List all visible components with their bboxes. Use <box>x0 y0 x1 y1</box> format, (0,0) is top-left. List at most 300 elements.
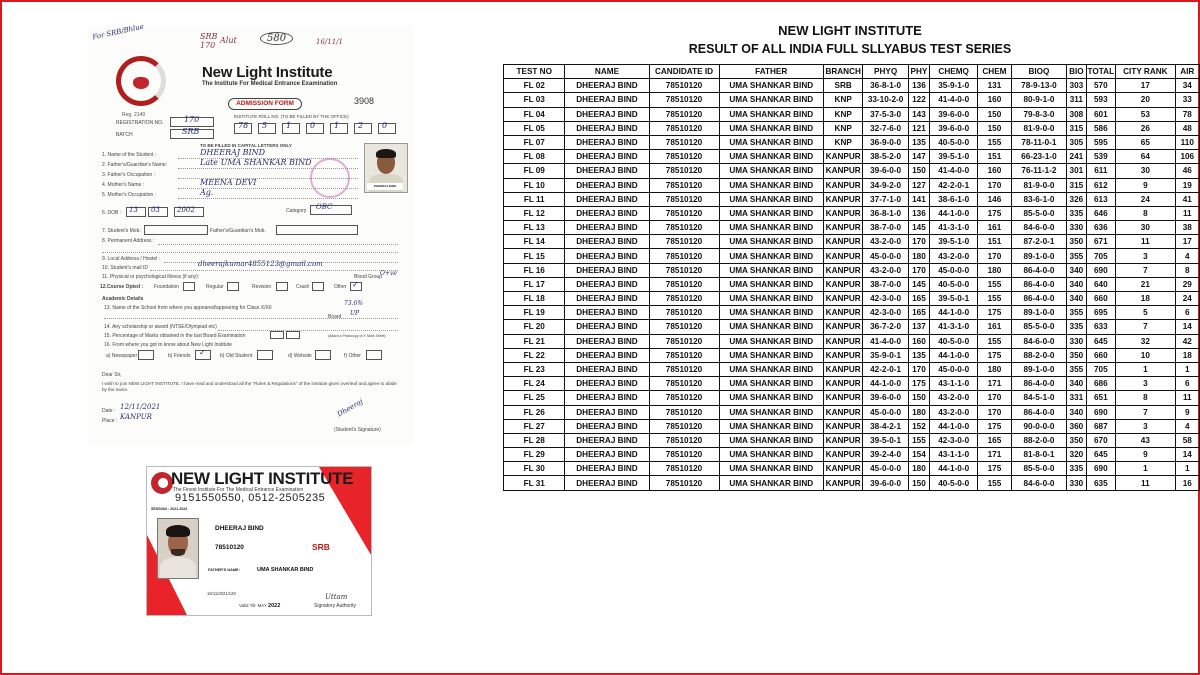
table-cell: 355 <box>1067 249 1086 263</box>
table-cell: 171 <box>978 448 1011 462</box>
table-cell: 44-1-0-0 <box>863 377 908 391</box>
column-header: BIOQ <box>1011 65 1067 79</box>
source-checkbox[interactable] <box>366 350 382 360</box>
handwritten-date: 16/11/1 <box>316 38 343 46</box>
table-cell: 44-1-0-0 <box>930 306 978 320</box>
table-cell: 45-0-0-0 <box>863 405 908 419</box>
table-cell: KANPUR <box>823 206 862 220</box>
table-cell: 335 <box>1067 320 1086 334</box>
marks-field-dec[interactable] <box>286 331 300 339</box>
table-cell: FL 12 <box>504 206 565 220</box>
table-cell: 41-4-0-0 <box>930 93 978 107</box>
table-row <box>504 377 1200 391</box>
table-cell: 1 <box>1175 362 1199 376</box>
mail-value: dheerajkumar4855123@gmail.com <box>198 260 323 268</box>
table-cell: KNP <box>823 93 862 107</box>
column-header: PHY <box>908 65 929 79</box>
field-value[interactable]: MEENA DEVI <box>200 178 257 187</box>
course-checkbox[interactable] <box>312 282 324 291</box>
table-cell: FL 18 <box>504 292 565 306</box>
column-header: CANDIDATE ID <box>649 65 719 79</box>
course-option-label: Regular <box>206 284 224 290</box>
table-cell: 86-4-0-0 <box>1011 292 1067 306</box>
table-cell: FL 20 <box>504 320 565 334</box>
table-cell: 85-5-0-0 <box>1011 320 1067 334</box>
table-cell: 340 <box>1067 377 1086 391</box>
table-cell: 670 <box>1086 433 1116 447</box>
table-cell: DHEERAJ BIND <box>565 320 649 334</box>
table-cell: 3 <box>1116 249 1175 263</box>
table-cell: 78510120 <box>649 79 719 93</box>
table-cell: DHEERAJ BIND <box>565 135 649 149</box>
table-cell: 131 <box>978 79 1011 93</box>
table-cell: 175 <box>978 462 1011 476</box>
table-row <box>504 419 1200 433</box>
table-cell: 601 <box>1086 107 1116 121</box>
table-cell: 43-2-0-0 <box>930 391 978 405</box>
table-cell: 315 <box>1067 121 1086 135</box>
table-cell: 136 <box>908 206 929 220</box>
capital-note: TO BE FILLED IN CAPITAL LETTERS ONLY <box>200 143 292 148</box>
table-cell: UMA SHANKAR BIND <box>719 405 823 419</box>
table-cell: 645 <box>1086 334 1116 348</box>
table-cell: FL 23 <box>504 362 565 376</box>
table-cell: 39-5-1-0 <box>930 235 978 249</box>
table-cell: DHEERAJ BIND <box>565 235 649 249</box>
table-cell: 53 <box>1116 107 1175 121</box>
permanent-address-label: 8. Permanent Address : <box>102 238 155 244</box>
marks-field-int[interactable] <box>270 331 284 339</box>
blood-group-label: Blood Group <box>354 274 383 280</box>
table-cell: 40-5-0-0 <box>930 135 978 149</box>
table-cell: KANPUR <box>823 192 862 206</box>
table-cell: 39-2-4-0 <box>863 448 908 462</box>
table-cell: 84-5-1-0 <box>1011 391 1067 405</box>
table-cell: 308 <box>1067 107 1086 121</box>
table-cell: 640 <box>1086 277 1116 291</box>
column-header: BRANCH <box>823 65 862 79</box>
table-cell: 33 <box>1175 93 1199 107</box>
table-cell: 10 <box>1116 348 1175 362</box>
table-cell: 586 <box>1086 121 1116 135</box>
table-cell: DHEERAJ BIND <box>565 164 649 178</box>
source-option-label: f) Other <box>344 353 361 359</box>
table-row <box>504 292 1200 306</box>
card-institute-name: NEW LIGHT INSTITUTE <box>171 469 354 488</box>
handwritten-circled: 580 <box>260 32 293 45</box>
card-branch: SRB <box>312 542 330 552</box>
table-cell: 21 <box>1116 277 1175 291</box>
table-cell: 613 <box>1086 192 1116 206</box>
table-cell: DHEERAJ BIND <box>565 334 649 348</box>
table-cell: KANPUR <box>823 164 862 178</box>
column-header: TOTAL <box>1086 65 1116 79</box>
local-address-label: 9. Local Address / Hostel : <box>102 256 161 262</box>
table-cell: DHEERAJ BIND <box>565 221 649 235</box>
photo-caption: DHEERAJ BIND <box>367 183 403 190</box>
table-cell: DHEERAJ BIND <box>565 107 649 121</box>
table-cell: UMA SHANKAR BIND <box>719 433 823 447</box>
table-cell: UMA SHANKAR BIND <box>719 292 823 306</box>
table-cell: 151 <box>978 235 1011 249</box>
table-cell: 170 <box>978 249 1011 263</box>
table-cell: 45-0-0-0 <box>863 249 908 263</box>
table-cell: 7 <box>1116 320 1175 334</box>
table-cell: 695 <box>1086 306 1116 320</box>
table-cell: 705 <box>1086 362 1116 376</box>
column-header: CHEMQ <box>930 65 978 79</box>
table-cell: 17 <box>1175 235 1199 249</box>
table-cell: 48 <box>1175 121 1199 135</box>
table-cell: 175 <box>978 419 1011 433</box>
table-cell: 44-1-0-0 <box>930 206 978 220</box>
table-cell: DHEERAJ BIND <box>565 448 649 462</box>
table-row <box>504 462 1200 476</box>
table-row <box>504 178 1200 192</box>
field-label: 1. Name of the Student : <box>102 152 157 158</box>
table-cell: KANPUR <box>823 334 862 348</box>
table-cell: FL 14 <box>504 235 565 249</box>
table-cell: 40-5-0-0 <box>930 476 978 490</box>
declaration: I wish to join NEW LIGHT INSTITUTE, I have read and understood all the "Rules & Regulations" of the institute given overleaf and agree to abide by the same. <box>102 381 397 392</box>
card-candidate-id: 78510120 <box>215 544 244 551</box>
results-table <box>503 64 1200 491</box>
course-checkbox[interactable] <box>227 282 239 291</box>
table-cell: 78510120 <box>649 320 719 334</box>
table-cell: 645 <box>1086 448 1116 462</box>
table-cell: 11 <box>1175 391 1199 405</box>
column-header: PHYQ <box>863 65 908 79</box>
handwritten-alert: Alut <box>220 36 237 45</box>
table-cell: FL 07 <box>504 135 565 149</box>
table-cell: 65 <box>1116 135 1175 149</box>
table-cell: SRB <box>823 79 862 93</box>
table-cell: 44-1-0-0 <box>930 419 978 433</box>
table-cell: 110 <box>1175 135 1199 149</box>
table-row <box>504 93 1200 107</box>
table-cell: 32-7-6-0 <box>863 121 908 135</box>
table-cell: 170 <box>978 391 1011 405</box>
table-cell: 9 <box>1116 448 1175 462</box>
table-cell: KANPUR <box>823 235 862 249</box>
table-row <box>504 277 1200 291</box>
table-cell: FL 11 <box>504 192 565 206</box>
table-cell: 35-9-0-1 <box>863 348 908 362</box>
dob-value: 2002 <box>177 206 195 214</box>
source-checkbox[interactable]: ✓ <box>195 350 211 360</box>
table-cell: KANPUR <box>823 320 862 334</box>
table-cell: 39-5-1-0 <box>930 150 978 164</box>
student-mob-label: 7. Student's Mob. <box>102 228 141 234</box>
table-cell: 89-1-0-0 <box>1011 306 1067 320</box>
table-cell: 80-9-1-0 <box>1011 93 1067 107</box>
table-cell: KANPUR <box>823 221 862 235</box>
course-checkbox[interactable]: ✓ <box>350 282 362 291</box>
institute-tagline: The Institute For Medical Entrance Examination <box>202 81 338 87</box>
table-cell: 39-6-0-0 <box>863 164 908 178</box>
category-value: OBC <box>316 203 333 211</box>
table-cell: 78510120 <box>649 178 719 192</box>
table-cell: 39-5-0-1 <box>863 433 908 447</box>
table-cell: 671 <box>1086 235 1116 249</box>
table-cell: DHEERAJ BIND <box>565 79 649 93</box>
column-header: TEST NO <box>504 65 565 79</box>
table-cell: 330 <box>1067 334 1086 348</box>
table-cell: 106 <box>1175 150 1199 164</box>
table-cell: FL 04 <box>504 107 565 121</box>
table-cell: FL 27 <box>504 419 565 433</box>
table-cell: 651 <box>1086 391 1116 405</box>
board-value: UP <box>350 310 360 317</box>
table-cell: 35-9-1-0 <box>930 79 978 93</box>
table-cell: 78-9-13-0 <box>1011 79 1067 93</box>
table-cell: 78510120 <box>649 150 719 164</box>
table-cell: 78510120 <box>649 334 719 348</box>
table-cell: 350 <box>1067 348 1086 362</box>
handwritten-note: For SRB/Bhlue <box>91 22 145 42</box>
table-cell: FL 08 <box>504 150 565 164</box>
table-cell: DHEERAJ BIND <box>565 150 649 164</box>
table-cell: 170 <box>978 178 1011 192</box>
table-cell: KNP <box>823 135 862 149</box>
table-cell: 170 <box>908 263 929 277</box>
table-cell: 78510120 <box>649 476 719 490</box>
table-cell: 646 <box>1086 206 1116 220</box>
table-cell: 36-7-2-0 <box>863 320 908 334</box>
table-cell: UMA SHANKAR BIND <box>719 334 823 348</box>
table-cell: 147 <box>908 150 929 164</box>
table-cell: 78 <box>1175 107 1199 121</box>
table-cell: 29 <box>1175 277 1199 291</box>
table-cell: 39-6-0-0 <box>930 121 978 135</box>
place-label: Place : <box>102 418 118 424</box>
table-cell: 170 <box>908 362 929 376</box>
course-checkbox[interactable] <box>183 282 195 291</box>
table-cell: 175 <box>978 306 1011 320</box>
table-cell: 539 <box>1086 150 1116 164</box>
table-cell: 11 <box>1175 206 1199 220</box>
table-cell: KANPUR <box>823 348 862 362</box>
table-cell: 161 <box>978 320 1011 334</box>
table-cell: 44-1-0-0 <box>930 462 978 476</box>
table-cell: DHEERAJ BIND <box>565 306 649 320</box>
table-cell: UMA SHANKAR BIND <box>719 263 823 277</box>
course-label: 12.Course Opted : <box>100 284 144 290</box>
column-header: BIO <box>1067 65 1086 79</box>
table-cell: 160 <box>908 334 929 348</box>
table-cell: 687 <box>1086 419 1116 433</box>
admission-form-badge: ADMISSION FORM <box>228 98 302 110</box>
table-cell: KNP <box>823 107 862 121</box>
table-cell: 360 <box>1067 419 1086 433</box>
table-cell: 635 <box>1086 476 1116 490</box>
table-cell: KANPUR <box>823 462 862 476</box>
course-option-label: Other <box>334 284 347 290</box>
table-cell: 1 <box>1116 462 1175 476</box>
table-cell: DHEERAJ BIND <box>565 433 649 447</box>
card-signatory: Signatory Authority <box>314 603 356 609</box>
field-value[interactable]: DHEERAJ BIND <box>200 148 266 157</box>
table-cell: 14 <box>1175 320 1199 334</box>
table-cell: 335 <box>1067 206 1086 220</box>
table-cell: 8 <box>1175 263 1199 277</box>
table-cell: 86-4-0-0 <box>1011 405 1067 419</box>
table-cell: UMA SHANKAR BIND <box>719 348 823 362</box>
table-cell: DHEERAJ BIND <box>565 263 649 277</box>
card-father-name: UMA SHANKAR BIND <box>257 567 314 573</box>
table-cell: 78510120 <box>649 249 719 263</box>
table-cell: 58 <box>1175 433 1199 447</box>
student-mob-field[interactable] <box>144 225 208 235</box>
table-cell: 18 <box>1116 292 1175 306</box>
marks-label: 15. Percentage of Marks obtained in the last Board Examination <box>104 333 246 339</box>
table-row <box>504 306 1200 320</box>
table-cell: 165 <box>908 306 929 320</box>
table-cell: 30 <box>1116 221 1175 235</box>
table-cell: DHEERAJ BIND <box>565 476 649 490</box>
field-value[interactable]: Late UMA SHANKAR BIND <box>200 158 312 167</box>
table-row <box>504 206 1200 220</box>
table-cell: 4 <box>1175 249 1199 263</box>
table-cell: 16 <box>1175 476 1199 490</box>
table-cell: 326 <box>1067 192 1086 206</box>
table-cell: 690 <box>1086 405 1116 419</box>
table-cell: 20 <box>1116 93 1175 107</box>
table-cell: DHEERAJ BIND <box>565 462 649 476</box>
table-cell: 78510120 <box>649 377 719 391</box>
table-cell: 38-7-0-0 <box>863 221 908 235</box>
table-cell: 78510120 <box>649 107 719 121</box>
table-row <box>504 348 1200 362</box>
column-header: CITY RANK <box>1116 65 1175 79</box>
institute-logo-icon <box>116 56 166 106</box>
table-cell: 340 <box>1067 405 1086 419</box>
table-cell: 43-1-1-0 <box>930 377 978 391</box>
dob-label: 6. DOB : <box>102 210 122 216</box>
table-cell: 3 <box>1116 419 1175 433</box>
table-cell: FL 26 <box>504 405 565 419</box>
table-cell: 690 <box>1086 462 1116 476</box>
table-cell: UMA SHANKAR BIND <box>719 135 823 149</box>
table-cell: 633 <box>1086 320 1116 334</box>
table-cell: 150 <box>908 391 929 405</box>
card-phones: 9151550550, 0512-2505235 <box>175 492 326 504</box>
table-cell: 36-8-1-0 <box>863 206 908 220</box>
table-cell: 155 <box>978 476 1011 490</box>
source-checkbox[interactable] <box>138 350 154 360</box>
table-cell: 30 <box>1116 164 1175 178</box>
card-issue-ref: 16/11/2021/120 <box>207 591 236 596</box>
source-checkbox[interactable] <box>257 350 273 360</box>
table-cell: 37-7-1-0 <box>863 192 908 206</box>
table-cell: 241 <box>1067 150 1086 164</box>
table-cell: 43-2-0-0 <box>863 263 908 277</box>
student-photo <box>364 143 408 193</box>
table-cell: UMA SHANKAR BIND <box>719 206 823 220</box>
table-cell: 78510120 <box>649 263 719 277</box>
table-cell: FL 19 <box>504 306 565 320</box>
category-label: Category <box>286 208 307 214</box>
table-cell: KANPUR <box>823 476 862 490</box>
card-father-label: FATHER'S NAME: <box>208 568 240 572</box>
table-row <box>504 448 1200 462</box>
table-cell: 84-6-0-0 <box>1011 334 1067 348</box>
table-cell: 17 <box>1116 79 1175 93</box>
table-row <box>504 405 1200 419</box>
table-cell: 45-0-0-0 <box>863 462 908 476</box>
table-cell: 87-2-0-1 <box>1011 235 1067 249</box>
table-cell: 26 <box>1116 121 1175 135</box>
table-cell: 9 <box>1116 178 1175 192</box>
table-cell: 84-6-0-0 <box>1011 221 1067 235</box>
table-row <box>504 79 1200 93</box>
table-cell: 636 <box>1086 221 1116 235</box>
table-cell: FL 02 <box>504 79 565 93</box>
table-cell: 38-4-2-1 <box>863 419 908 433</box>
field-value[interactable]: Ag. <box>200 188 214 197</box>
student-signature: Dheeraj <box>335 397 365 419</box>
table-cell: UMA SHANKAR BIND <box>719 377 823 391</box>
table-cell: 320 <box>1067 448 1086 462</box>
table-cell: 6 <box>1175 306 1199 320</box>
course-option-label: Foundation <box>154 284 180 290</box>
table-cell: KANPUR <box>823 433 862 447</box>
table-cell: 161 <box>978 221 1011 235</box>
table-row <box>504 121 1200 135</box>
source-checkbox[interactable] <box>315 350 331 360</box>
field-label: 4. Mother's Name : <box>102 182 145 188</box>
table-cell: 78510120 <box>649 362 719 376</box>
table-cell: 42 <box>1175 334 1199 348</box>
father-mob-field[interactable] <box>276 225 358 235</box>
table-cell: 350 <box>1067 235 1086 249</box>
source-option-label: a) Newspaper <box>106 353 138 359</box>
table-cell: 78510120 <box>649 121 719 135</box>
field-label: 2. Father's/Guardian's Name: <box>102 162 167 168</box>
card-session: SESSION : 2021-2022 <box>151 507 188 511</box>
table-cell: 155 <box>978 334 1011 348</box>
date-value: 12/11/2021 <box>120 403 161 411</box>
place-value: KANPUR <box>120 413 152 421</box>
table-cell: FL 21 <box>504 334 565 348</box>
field-label: 3. Father's Occupation : <box>102 172 155 178</box>
table-cell: 33-10-2-0 <box>863 93 908 107</box>
table-cell: FL 29 <box>504 448 565 462</box>
table-row <box>504 320 1200 334</box>
course-checkbox[interactable] <box>276 282 288 291</box>
table-row <box>504 192 1200 206</box>
table-cell: 88-2-0-0 <box>1011 348 1067 362</box>
results-subtitle: RESULT OF ALL INDIA FULL SLLYABUS TEST SERIES <box>688 42 1012 56</box>
table-cell: DHEERAJ BIND <box>565 277 649 291</box>
column-header: FATHER <box>719 65 823 79</box>
table-cell: 78510120 <box>649 391 719 405</box>
course-option-label: Crash <box>296 284 310 290</box>
table-cell: 38-5-2-0 <box>863 150 908 164</box>
table-cell: 38-7-0-0 <box>863 277 908 291</box>
table-cell: 40-5-0-0 <box>930 277 978 291</box>
table-cell: 7 <box>1116 405 1175 419</box>
registration-label: REGISTRATION NO. <box>116 120 164 126</box>
table-cell: 180 <box>908 462 929 476</box>
table-cell: 44-1-0-0 <box>930 348 978 362</box>
table-cell: DHEERAJ BIND <box>565 377 649 391</box>
table-cell: UMA SHANKAR BIND <box>719 462 823 476</box>
card-signature: Uttam <box>325 593 348 601</box>
table-cell: 81-9-0-0 <box>1011 178 1067 192</box>
mail-label: 10. Student's mail ID <box>102 265 148 271</box>
table-cell: 136 <box>908 79 929 93</box>
